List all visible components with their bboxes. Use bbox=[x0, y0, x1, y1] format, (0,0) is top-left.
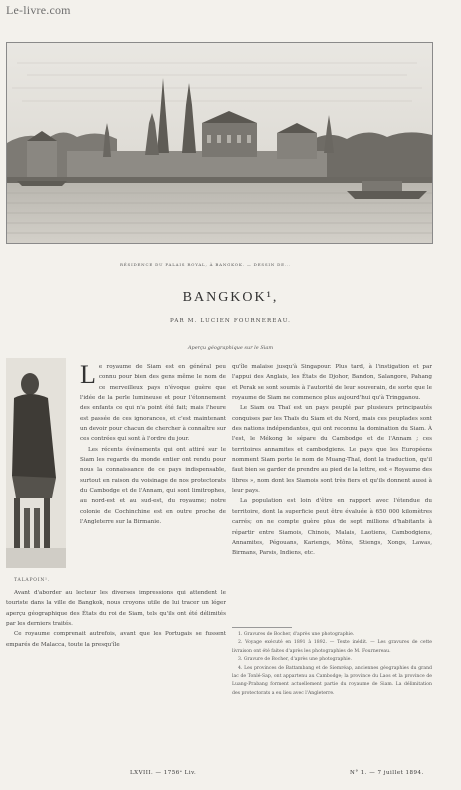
column-2 bbox=[232, 362, 432, 624]
drop-cap: L bbox=[80, 362, 96, 389]
footnote-rule bbox=[232, 627, 292, 628]
paragraph: La population est loin d'être en rapport avec l'étendue du territoire, dont la superficie peut être évaluée à 650 000 kilomètres carrés; on ne compte guère plus de sept millions d'habitants à répartir entre Siamois, Chinois, Malais, Laotiens, Cambodgiens, Annamites, Pégouans, Kariengs, Môns, Stiengs, Xongs, Lawas, Birmans, Parsis, Indiens, etc. bbox=[232, 498, 432, 557]
paragraph: qu'île malaise jusqu'à Singapour. Plus tard, à l'instigation et par l'appui des Anglais, les États de Djohor, Bandon, Salangore, Pahang et Perak se sont soumis à l'autorité de leur souverain, de sorte que le royaume de Siam ne commence plus aujourd'hui qu'à Tringganou. bbox=[232, 364, 432, 402]
talapoin-portrait-illustration bbox=[6, 358, 66, 568]
footnote: 1. Gravures de Bocher, d'après une photographie. bbox=[238, 632, 355, 637]
bangkok-panorama-illustration bbox=[7, 43, 432, 243]
paragraph: Avant d'aborder au lecteur les diverses impressions qui attendent le touriste dans la ville de Bangkok, nous croyons utile de lui tracer un léger aperçu géographique des États du roi de Siam, tels qu'ils ont été délimités par les derniers traités. bbox=[6, 590, 226, 628]
article-byline: PAR M. LUCIEN FOURNEREAU. bbox=[169, 318, 292, 324]
section-heading: Aperçu géographique sur le Siam bbox=[187, 345, 274, 351]
folio-right: N° 1. — 7 juillet 1894. bbox=[350, 770, 424, 776]
paragraph: e royaume de Siam est en général peu connu pour bien des gens même le nom de ce merveilleux pays n'évoque guère que l'idée de la perle lumineuse et pour l'étonnement des enfants ce qui n'a point été fait; mais l'heure est passée de ces ignorances, et c'est maintenant un devoir pour chacun de chercher à connaître sur ces contrées qui sont à l'ordre du jour. bbox=[80, 364, 226, 443]
monk-photo bbox=[6, 358, 66, 568]
footnote: 4. Les provinces de Battambang et de Siemréap, anciennes géographies du grand lac de Tonlé-Sap, ont appartenu au Cambodge; la province du Laos et la province de Luang-Prabang forment actuellement partie du royaume de Siam. La délimitation des protectorats a eu lieu avec l'Angleterre. bbox=[232, 665, 432, 696]
column-1-bottom bbox=[6, 588, 226, 768]
footnote: 2. Voyage exécuté en 1891 à 1892. — Texte inédit. — Les gravures de cette livraison ont été faites d'après les photographies de M. Fournereau. bbox=[232, 640, 432, 654]
paragraph: Le Siam ou Thaï est un pays peuplé par plusieurs principautés conquises par les Thaïs du Siam et du Nord, mais ces peuplades sont des nations indépendantes, qui ont reconnu la domination du Siam. À l'est, le Mékong le sépare du Cambodge et de l'Annam ; ces territoires annamites et cambodgiens. Le pays que les Européens nomment Siam porte le nom de Muang-Thaï, dont la traduction, qu'il faut bien se garder de prendre au pied de la lettre, est « Royaume des libres », nom dont les Siamois sont très fiers et qu'ils donnent aussi à leur pays. bbox=[232, 405, 432, 495]
plate-caption: RÉSIDENCE DU PALAIS ROYAL, À BANGKOK. — DESSIN DE... bbox=[120, 262, 292, 267]
engraving-plate bbox=[6, 42, 433, 244]
column-1-top bbox=[80, 362, 226, 587]
footnotes bbox=[232, 631, 432, 698]
watermark: Le-livre.com bbox=[6, 3, 71, 17]
paragraph: Les récents événements qui ont attiré sur le Siam les regards du monde entier ont rendu pour nous la connaissance de ce pays indispensable, surtout en raison du voisinage de nos protectorats du Cambodge et de l'Annam, qui sont limitrophes, au nord-est et au sud-est, du royaume; notre colonie de Cochinchine est en outre proche de l'Angleterre sur la Birmanie. bbox=[80, 446, 226, 526]
photo-caption: TALAPOIN¹. bbox=[14, 578, 50, 583]
article-title: BANGKOK¹, bbox=[182, 290, 279, 305]
paragraph: Ce royaume comprenait autrefois, avant que les Portugais se fussent emparés de Malacca, toute la presqu'île bbox=[6, 631, 226, 648]
footnote: 3. Gravure de Bocher, d'après une photographie. bbox=[238, 657, 352, 663]
folio-left: LXVIII. — 1756ᵉ Liv. bbox=[130, 770, 197, 776]
